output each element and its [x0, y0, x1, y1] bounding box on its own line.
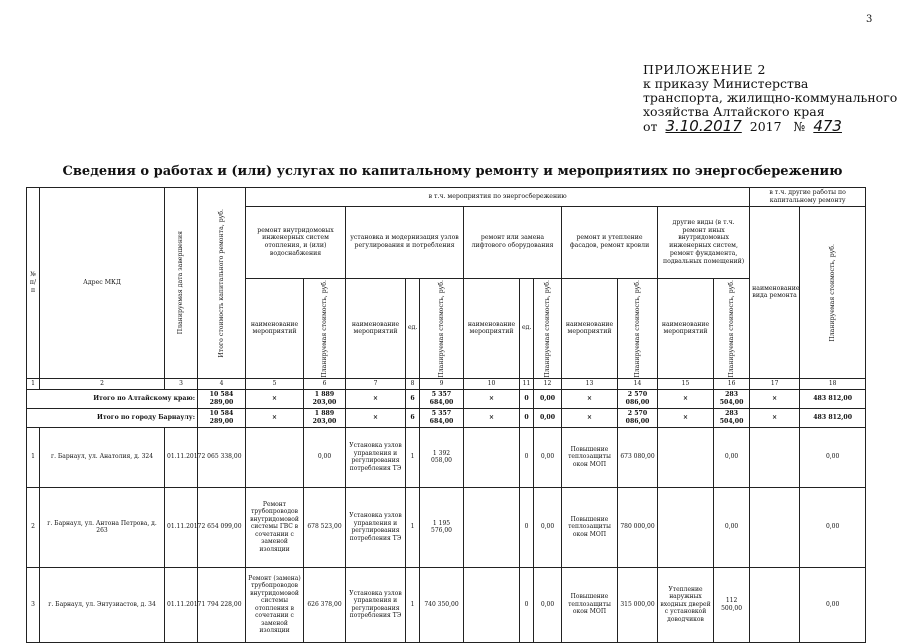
row-cell: 112 500,00: [714, 567, 750, 642]
row-cell: Утепление наружных входных дверей с установкой доводчиков: [658, 567, 714, 642]
row-cell: Установка узлов управления и регулирования потребления ТЭ: [346, 567, 406, 642]
total-cell: 2 570 086,00: [618, 389, 658, 408]
column-number: 13: [562, 379, 618, 390]
header-facade: ремонт и утепление фасадов, ремонт кровли: [562, 206, 658, 278]
header-cost: Планируемая стоимость, руб.: [420, 278, 464, 379]
total-cell: 6: [406, 389, 420, 408]
header-event-name: наименование мероприятий: [658, 278, 714, 379]
appendix-line: транспорта, жилищно-коммунального: [643, 90, 898, 105]
header-unit: ед.: [520, 278, 534, 379]
total-cell: 0: [520, 389, 534, 408]
row-cell: [464, 567, 520, 642]
row-number: 2: [27, 487, 40, 567]
row-cell: 0: [520, 567, 534, 642]
column-number: 8: [406, 379, 420, 390]
total-cost: 10 584 289,00: [198, 389, 246, 408]
works-table: [26, 187, 866, 643]
table-row: [27, 567, 866, 642]
row-cell: Повышение теплозащиты окон МОП: [562, 427, 618, 487]
column-number: 5: [246, 379, 304, 390]
appendix-title: ПРИЛОЖЕНИЕ 2: [643, 62, 766, 77]
total-cell: 483 812,00: [800, 389, 866, 408]
header-address: Адрес МКД: [40, 188, 165, 379]
header-unit: ед.: [406, 278, 420, 379]
appendix-line: хозяйства Алтайского края: [643, 104, 825, 119]
header-cost: Планируемая стоимость, руб.: [304, 278, 346, 379]
row-date: 01.11.2017: [165, 427, 198, 487]
total-row-region: [27, 389, 866, 408]
header-cost: Планируемая стоимость, руб.: [714, 278, 750, 379]
column-number: 18: [800, 379, 866, 390]
column-number-row: [27, 379, 866, 390]
row-address: г. Барнаул, ул. Антона Петрова, д. 263: [40, 487, 165, 567]
total-cell: 0,00: [534, 408, 562, 427]
table-row: [27, 427, 866, 487]
header-event-name: наименование мероприятий: [464, 278, 520, 379]
row-cell: Ремонт трубопроводов внутридомовой системы ГВС в сочетании с заменой изоляции: [246, 487, 304, 567]
row-cell: Повышение теплозащиты окон МОП: [562, 487, 618, 567]
column-number: 7: [346, 379, 406, 390]
column-number: 15: [658, 379, 714, 390]
total-cell: 483 812,00: [800, 408, 866, 427]
row-cell: Ремонт (замена) трубопроводов внутридомовой системы отопления в сочетании с заменой изоляции: [246, 567, 304, 642]
column-number: 16: [714, 379, 750, 390]
row-total: 2 654 099,00: [198, 487, 246, 567]
row-cell: 0,00: [714, 487, 750, 567]
order-year: 2017: [749, 119, 782, 134]
total-cell: ×: [346, 389, 406, 408]
row-cell: 0,00: [800, 427, 866, 487]
row-cell: [750, 427, 800, 487]
row-cell: 678 523,00: [304, 487, 346, 567]
header-pipes: ремонт внутридомовых инженерных систем отопления, и (или) водоснабжения: [246, 206, 346, 278]
header-event-name: наименование мероприятий: [562, 278, 618, 379]
header-other-types: другие виды (в т.ч. ремонт иных внутридомовых инженерных систем, ремонт фундамента, подвальных помещений): [658, 206, 750, 278]
column-number: 6: [304, 379, 346, 390]
column-number: 10: [464, 379, 520, 390]
total-cell: 283 504,00: [714, 389, 750, 408]
page-number: 3: [866, 14, 873, 25]
header-cost: Планируемая стоимость, руб.: [534, 278, 562, 379]
total-cell: 1 889 203,00: [304, 389, 346, 408]
row-address: г. Барнаул, ул. Анатолия, д. 324: [40, 427, 165, 487]
number-sign: №: [793, 119, 806, 134]
column-number: 1: [27, 379, 40, 390]
appendix-block: [643, 63, 897, 134]
handwritten-date: 3.10.2017: [665, 117, 742, 135]
appendix-line: к приказу Министерства: [643, 76, 809, 91]
row-cell: 0,00: [714, 427, 750, 487]
row-cell: 0: [520, 427, 534, 487]
header-work-name: наименование вида ремонта: [750, 206, 800, 379]
row-cell: 0,00: [800, 487, 866, 567]
row-cell: 673 080,00: [618, 427, 658, 487]
column-number: 2: [40, 379, 165, 390]
column-number: 17: [750, 379, 800, 390]
column-number: 11: [520, 379, 534, 390]
total-cell: ×: [750, 408, 800, 427]
row-number: 1: [27, 427, 40, 487]
row-cell: 0,00: [534, 427, 562, 487]
column-number: 4: [198, 379, 246, 390]
row-cell: Установка узлов управления и регулирования потребления ТЭ: [346, 487, 406, 567]
date-prefix: от: [643, 119, 658, 134]
row-cell: [750, 567, 800, 642]
row-cell: 0,00: [534, 487, 562, 567]
order-date-line: [643, 119, 897, 134]
row-cell: 740 350,00: [420, 567, 464, 642]
total-cell: ×: [562, 389, 618, 408]
column-number: 3: [165, 379, 198, 390]
total-cell: 5 357 684,00: [420, 408, 464, 427]
column-number: 12: [534, 379, 562, 390]
total-cell: ×: [246, 389, 304, 408]
header-cost: Планируемая стоимость, руб.: [618, 278, 658, 379]
header-event-name: наименование мероприятий: [346, 278, 406, 379]
total-label: Итого по Алтайскому краю:: [27, 389, 198, 408]
total-cell: 2 570 086,00: [618, 408, 658, 427]
row-date: 01.11.2017: [165, 487, 198, 567]
total-cell: ×: [464, 389, 520, 408]
row-cell: 315 000,00: [618, 567, 658, 642]
row-number: 3: [27, 567, 40, 642]
total-cell: ×: [658, 408, 714, 427]
total-cell: 0: [520, 408, 534, 427]
row-cell: 626 378,00: [304, 567, 346, 642]
row-cell: Повышение теплозащиты окон МОП: [562, 567, 618, 642]
row-cell: [464, 427, 520, 487]
row-cell: 1 195 576,00: [420, 487, 464, 567]
header-no: № п/п: [27, 188, 40, 379]
row-cell: 1 392 058,00: [420, 427, 464, 487]
row-cell: Установка узлов управления и регулирования потребления ТЭ: [346, 427, 406, 487]
total-cell: 283 504,00: [714, 408, 750, 427]
total-cell: ×: [246, 408, 304, 427]
total-cell: ×: [464, 408, 520, 427]
row-total: 2 065 338,00: [198, 427, 246, 487]
handwritten-number: 473: [813, 117, 842, 135]
row-cell: 1: [406, 487, 420, 567]
total-cell: 6: [406, 408, 420, 427]
total-cell: 1 889 203,00: [304, 408, 346, 427]
total-cell: ×: [346, 408, 406, 427]
row-cell: [464, 487, 520, 567]
header-meters: установка и модернизация узлов регулирования и потребления: [346, 206, 464, 278]
row-address: г. Барнаул, ул. Энтузиастов, д. 34: [40, 567, 165, 642]
header-elevator: ремонт или замена лифтового оборудования: [464, 206, 562, 278]
row-cell: [246, 427, 304, 487]
header-energy-group: в т.ч. мероприятия по энергосбережению: [246, 188, 750, 207]
row-cell: [658, 427, 714, 487]
table-row: [27, 487, 866, 567]
row-cell: 1: [406, 567, 420, 642]
document-title: Сведения о работах и (или) услугах по капитальному ремонту и мероприятиях по энергосбережению: [62, 164, 843, 179]
column-number: 9: [420, 379, 464, 390]
total-cell: ×: [750, 389, 800, 408]
row-date: 01.11.2017: [165, 567, 198, 642]
row-cell: 0: [520, 487, 534, 567]
row-cell: 780 000,00: [618, 487, 658, 567]
header-other-cost: Планируемая стоимость, руб.: [800, 206, 866, 379]
row-total: 1 794 228,00: [198, 567, 246, 642]
row-cell: 0,00: [304, 427, 346, 487]
header-total-cost: Итого стоимость капитального ремонта, руб.: [198, 188, 246, 379]
row-cell: 0,00: [534, 567, 562, 642]
row-cell: 0,00: [800, 567, 866, 642]
header-other-group: в т.ч. другие работы по капитальному ремонту: [750, 188, 866, 207]
total-cell: 0,00: [534, 389, 562, 408]
row-cell: 1: [406, 427, 420, 487]
total-cost: 10 584 289,00: [198, 408, 246, 427]
total-label: Итого по городу Барнаулу:: [27, 408, 198, 427]
total-cell: ×: [562, 408, 618, 427]
column-number: 14: [618, 379, 658, 390]
total-row-city: [27, 408, 866, 427]
row-cell: [750, 487, 800, 567]
row-cell: [658, 487, 714, 567]
total-cell: 5 357 684,00: [420, 389, 464, 408]
header-planned-date: Планируемая дата завершения: [165, 188, 198, 379]
header-event-name: наименование мероприятий: [246, 278, 304, 379]
total-cell: ×: [658, 389, 714, 408]
